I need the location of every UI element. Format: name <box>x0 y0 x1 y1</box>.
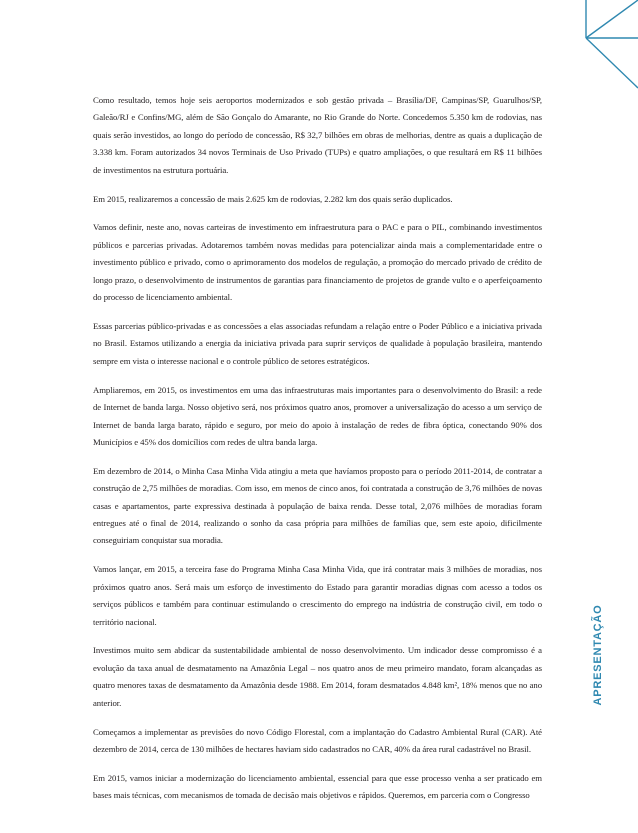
paragraph-deforestation: Investimos muito sem abdicar da sustentabilidade ambiental de nosso desenvolvimento. Um indicador desse compromisso é a evolução da taxa anual de desmatamento na Amazônia Legal – nos quatro anos de meu primeiro mandato, foram alcançadas as quatro menores taxas de desmatamento da Amazônia desde 1988. Em 2014, foram desmatados 4.848 km², 18% menos que no ano anterior. <box>93 645 542 708</box>
paragraph-environmental-licensing: Em 2015, vamos iniciar a modernização do licenciamento ambiental, essencial para que esse processo venha a ser praticado em bases mais técnicas, com mecanismos de tomada de decisão mais objetivos e rápidos. Queremos, em parceria com o Congresso <box>93 772 542 801</box>
section-label-text: APRESENTAÇÃO <box>592 604 604 706</box>
section-label <box>578 590 618 720</box>
page-body <box>93 92 542 816</box>
paragraph-broadband: Ampliaremos, em 2015, os investimentos em uma das infraestruturas mais importantes para o desenvolvimento do Brasil: a rede de Internet de banda larga. Nosso objetivo será, nos próximos quatro anos, promover a universalização do acesso a um serviço de Internet de banda larga barato, rápido e seguro, por meio do apoio à instalação de redes de fibra óptica, conectando 90% dos Municípios e 45% dos domicílios com redes de ultra banda larga. <box>93 384 542 447</box>
corner-decoration <box>558 0 638 90</box>
paragraph-mcmv-third-phase: Vamos lançar, em 2015, a terceira fase do Programa Minha Casa Minha Vida, que irá contratar mais 3 milhões de moradias, nos próximos quatro anos. Será mais um esforço de investimento do Estado para garantir moradias dignas com acesso a todos os serviços públicos e também para continuar estimulando o crescimento do emprego na indústria de construção civil, em todo o território nacional. <box>93 564 542 627</box>
paragraph-investment-portfolios: Vamos definir, neste ano, novas carteiras de investimento em infraestrutura para o PAC e para o PIL, combinando investimentos públicos e parcerias privadas. Adotaremos também novas medidas para potencializar ainda mais a complementaridade entre o investimento público e privado, como o aprimoramento dos modelos de regulação, a promoção do mercado privado de crédito de longo prazo, o desenvolvimento de instrumentos de garantias para financiamento de projetos de grande vulto e o aperfeiçoamento do processo de licenciamento ambiental. <box>93 222 542 303</box>
paragraph-public-private-partnerships: Essas parcerias público-privadas e as concessões a elas associadas refundam a relação entre o Poder Público e a iniciativa privada no Brasil. Estamos utilizando a energia da iniciativa privada para suprir serviços de qualidade à população brasileira, mantendo sempre em vista o interesse nacional e o controle público de setores estratégicos. <box>93 320 542 366</box>
paragraph-minha-casa-minha-vida: Em dezembro de 2014, o Minha Casa Minha Vida atingiu a meta que havíamos proposto para o período 2011-2014, de contratar a construção de 2,75 milhões de moradias. Com isso, em menos de cinco anos, foi contratada a construção de 3,76 milhões de novas casas e apartamentos, parte expressiva destinada à população de baixa renda. Desse total, 2,076 milhões de moradias foram entregues até o final de 2014, realizando o sonho da casa própria para milhões de famílias que, sem este apoio, dificilmente conseguiriam conquistar sua moradia. <box>93 465 542 546</box>
paragraph-roads-2015: Em 2015, realizaremos a concessão de mais 2.625 km de rodovias, 2.282 km dos quais serão duplicados. <box>93 193 453 204</box>
paragraph-airports-concessions: Como resultado, temos hoje seis aeroportos modernizados e sob gestão privada – Brasília/DF, Campinas/SP, Guarulhos/SP, Galeão/RJ e Confins/MG, além de São Gonçalo do Amarante, no Rio Grande do Norte. Concedemos 5.350 km de rodovias, nas quais serão investidos, ao longo do período de concessão, R$ 32,7 bilhões em obras de melhorias, dentre as quais a duplicação de 3.338 km. Foram autorizados 34 novos Terminais de Uso Privado (TUPs) e quatro ampliações, o que resultará em R$ 11 bilhões de investimentos na estrutura portuária. <box>93 95 542 175</box>
paragraph-forest-code: Começamos a implementar as previsões do novo Código Florestal, com a implantação do Cadastro Ambiental Rural (CAR). Até dezembro de 2014, cerca de 130 milhões de hectares haviam sido cadastrados no CAR, 40% da área rural cadastrável no Brasil. <box>93 726 542 754</box>
